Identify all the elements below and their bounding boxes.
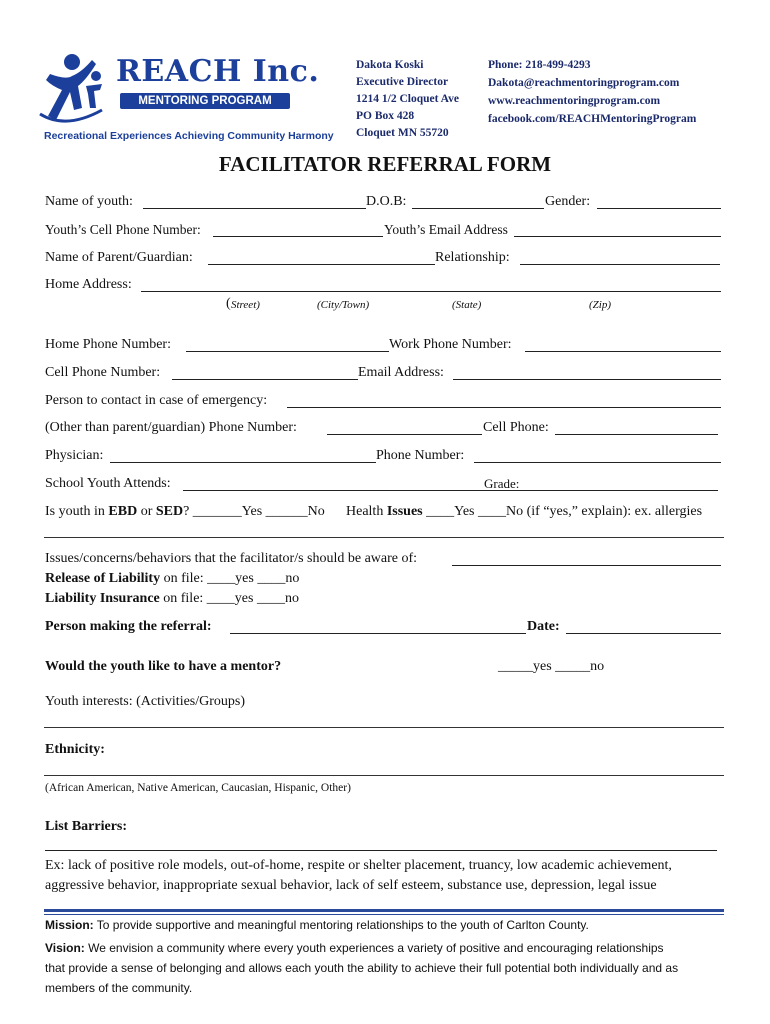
label-date: Date: xyxy=(527,619,560,634)
field-youth-email[interactable] xyxy=(514,236,721,237)
label-gender: Gender: xyxy=(545,194,591,209)
liability-insurance xyxy=(45,591,299,607)
release-options: on file: ____yes ____no xyxy=(160,571,300,586)
label-home-address: Home Address: xyxy=(45,277,132,292)
field-name-of-youth[interactable] xyxy=(143,208,366,209)
program-banner: MENTORING PROGRAM xyxy=(120,93,290,109)
ebd-sed-question xyxy=(45,504,325,520)
label-home-phone: Home Phone Number: xyxy=(45,337,171,352)
contact-address2: PO Box 428 xyxy=(356,110,415,122)
health-pre: Health xyxy=(346,504,387,519)
contact-links xyxy=(488,58,696,127)
field-school[interactable] xyxy=(183,490,718,491)
addr-city-caption: (City/Town) xyxy=(317,299,370,311)
label-ethnicity: Ethnicity: xyxy=(45,742,105,757)
org-tagline: Recreational Experiences Achieving Community Harmony xyxy=(44,130,334,142)
reach-logo xyxy=(36,50,320,130)
field-emergency-contact[interactable] xyxy=(287,407,721,408)
label-issues-concerns: Issues/concerns/behaviors that the facilitator/s should be aware of: xyxy=(45,551,418,566)
field-interests[interactable] xyxy=(44,727,724,728)
vision-line1: We envision a community where every youth experiences a variety of positive and encouraging relationships xyxy=(84,941,664,955)
label-work-phone: Work Phone Number: xyxy=(389,337,512,352)
label-school: School Youth Attends: xyxy=(45,476,171,491)
mentor-answers[interactable]: _____yes _____no xyxy=(498,659,605,674)
field-barriers[interactable] xyxy=(45,850,717,851)
addr-zip-caption: (Zip) xyxy=(589,299,611,311)
footer-rule-thin xyxy=(44,914,724,915)
label-grade: Grade: xyxy=(484,476,520,491)
vision-line2: that provide a sense of belonging and allows each youth the ability to achieve their full potential both individually and as xyxy=(45,961,679,975)
barriers-example-1: Ex: lack of positive role models, out-of-home, respite or shelter placement, truancy, low academic achievement, xyxy=(45,858,672,873)
contact-block xyxy=(356,58,459,141)
sed-label: SED xyxy=(155,504,184,519)
label-mentor-question: Would the youth like to have a mentor? xyxy=(45,659,282,674)
contact-title: Executive Director xyxy=(356,76,449,88)
mission-text: To provide supportive and meaningful mentoring relationships to the youth of Carlton County. xyxy=(93,918,589,932)
field-cell-phone[interactable] xyxy=(172,379,358,380)
health-post: ____Yes ____No (if “yes,” explain): ex. allergies xyxy=(422,504,703,519)
label-barriers: List Barriers: xyxy=(45,819,128,834)
contact-address1: 1214 1/2 Cloquet Ave xyxy=(356,93,459,105)
field-person-referral[interactable] xyxy=(230,633,526,634)
vision-label: Vision: xyxy=(45,941,85,955)
health-issues-label: Issues xyxy=(386,504,423,519)
release-label: Release of Liability xyxy=(45,571,161,586)
contact-facebook[interactable]: facebook.com/REACHMentoringProgram xyxy=(488,113,697,125)
label-person-referral: Person making the referral: xyxy=(45,619,212,634)
field-work-phone[interactable] xyxy=(525,351,721,352)
field-email-address[interactable] xyxy=(453,379,721,380)
label-email-address: Email Address: xyxy=(358,365,444,380)
label-emergency-contact: Person to contact in case of emergency: xyxy=(45,393,268,408)
contact-phone: Phone: 218-499-4293 xyxy=(488,59,591,71)
addr-state-caption: (State) xyxy=(452,299,482,311)
ebd-or: or xyxy=(137,504,156,519)
insurance-options: on file: ____yes ____no xyxy=(159,591,299,606)
label-dob: D.O.B: xyxy=(366,194,407,209)
field-issues-concerns[interactable] xyxy=(452,565,721,566)
field-other-phone[interactable] xyxy=(327,434,482,435)
field-date[interactable] xyxy=(566,633,721,634)
mission-label: Mission: xyxy=(45,918,94,932)
ethnicity-options: (African American, Native American, Caucasian, Hispanic, Other) xyxy=(45,782,351,794)
label-parent-name: Name of Parent/Guardian: xyxy=(45,250,193,265)
label-youth-email: Youth’s Email Address xyxy=(384,222,508,237)
ebd-q2: ? _______Yes ______No xyxy=(183,504,325,519)
field-home-address[interactable] xyxy=(141,291,721,292)
ebd-q1: Is youth in xyxy=(45,504,109,519)
addr-street-caption: Street) xyxy=(231,299,260,311)
org-name: REACH Inc. xyxy=(116,54,320,89)
field-relationship[interactable] xyxy=(520,264,720,265)
barriers-example-2: aggressive behavior, inappropriate sexual behavior, lack of self esteem, substance use, depression, legal issue xyxy=(45,878,657,893)
release-of-liability xyxy=(45,571,299,587)
label-relationship: Relationship: xyxy=(435,250,510,265)
health-issues-question xyxy=(346,504,702,520)
label-interests: Youth interests: (Activities/Groups) xyxy=(45,694,246,709)
form-title: FACILITATOR REFERRAL FORM xyxy=(218,152,552,176)
label-phone-number: Phone Number: xyxy=(376,448,465,463)
field-gender[interactable] xyxy=(597,208,721,209)
footer-rule xyxy=(44,909,724,912)
insurance-label: Liability Insurance xyxy=(45,591,160,606)
contact-email[interactable]: Dakota@reachmentoringprogram.com xyxy=(488,77,680,89)
label-youth-cell: Youth’s Cell Phone Number: xyxy=(45,222,201,237)
field-parent-name[interactable] xyxy=(208,264,435,265)
label-cell-phone-short: Cell Phone: xyxy=(483,420,549,435)
ebd-label: EBD xyxy=(108,504,138,519)
contact-address3: Cloquet MN 55720 xyxy=(356,127,449,139)
vision-statement xyxy=(45,938,678,998)
vision-line3: members of the community. xyxy=(45,981,193,995)
label-name-of-youth: Name of youth: xyxy=(45,194,133,209)
field-youth-cell[interactable] xyxy=(213,236,383,237)
contact-name: Dakota Koski xyxy=(356,59,424,71)
field-cell-phone-short[interactable] xyxy=(555,434,718,435)
label-physician: Physician: xyxy=(45,448,104,463)
label-other-phone: (Other than parent/guardian) Phone Number: xyxy=(45,420,297,435)
contact-website[interactable]: www.reachmentoringprogram.com xyxy=(488,95,661,107)
runner-figures-icon xyxy=(36,50,106,130)
field-ethnicity[interactable] xyxy=(44,775,724,776)
field-phone-number[interactable] xyxy=(474,462,721,463)
field-physician[interactable] xyxy=(110,462,376,463)
addr-paren: ( xyxy=(226,296,231,311)
label-cell-phone: Cell Phone Number: xyxy=(45,365,161,380)
field-dob[interactable] xyxy=(412,208,544,209)
mission-statement xyxy=(45,918,589,932)
field-home-phone[interactable] xyxy=(186,351,389,352)
field-health-explain[interactable] xyxy=(44,537,724,538)
